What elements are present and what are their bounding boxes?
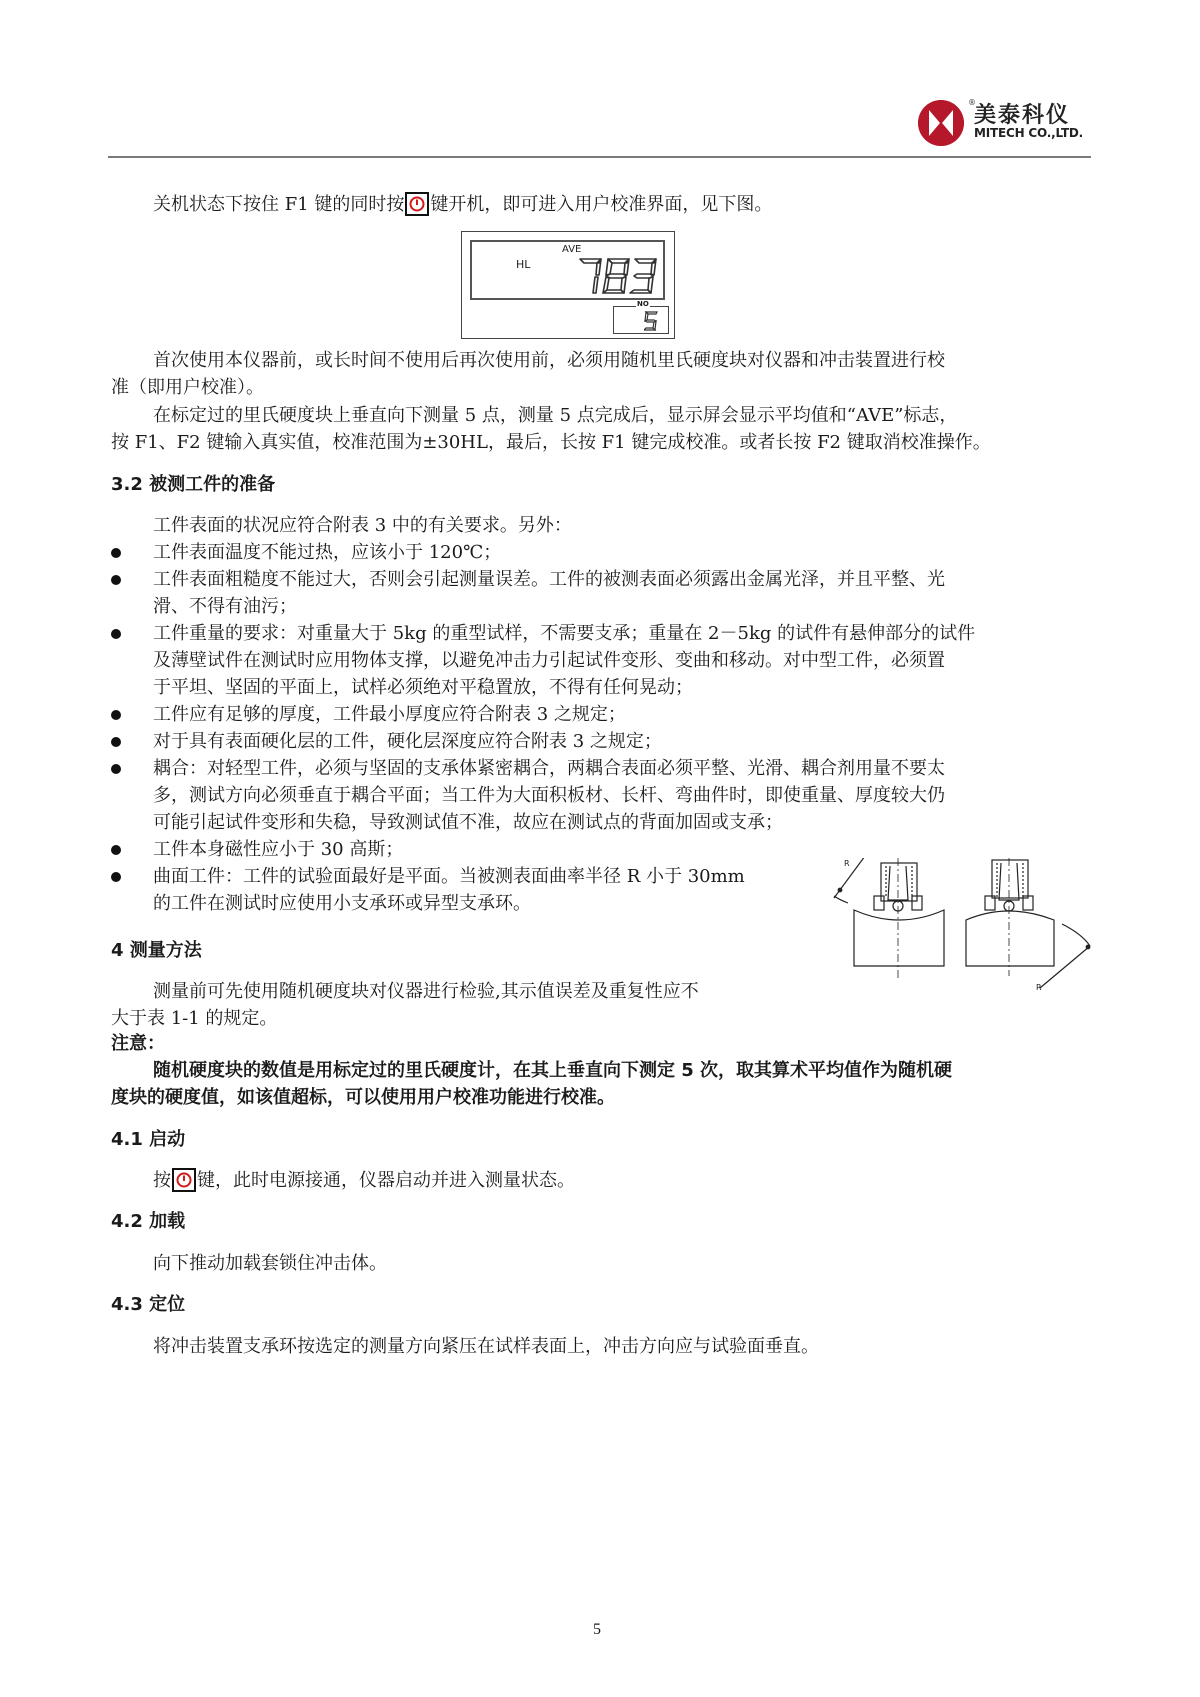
section-4-para-line1: 测量前可先使用随机硬度块对仪器进行检验,其示值误差及重复性应不 bbox=[153, 981, 699, 1002]
section-4-3-heading: 4.3 定位 bbox=[111, 1294, 186, 1315]
bullet-8-line1: 曲面工件：工件的试验面最好是平面。当被测表面曲率半径 R 小于 30mm bbox=[153, 866, 745, 887]
section-3-2-intro: 工件表面的状况应符合附表 3 中的有关要求。另外： bbox=[153, 515, 572, 536]
lcd-count-digit bbox=[644, 311, 658, 331]
calibration-intro bbox=[153, 191, 772, 218]
bullet-7-line1: 工件本身磁性应小于 30 高斯； bbox=[153, 839, 404, 860]
bullet-marker bbox=[111, 548, 121, 558]
bullet-2-line2: 滑、不得有油污； bbox=[153, 596, 297, 617]
section-4-heading: 4 测量方法 bbox=[111, 940, 202, 961]
lcd-ave-label: AVE bbox=[562, 244, 582, 255]
bullet-marker bbox=[111, 872, 121, 882]
mitech-logo-icon bbox=[918, 100, 964, 146]
intro-text-after: 键开机，即可进入用户校准界面，见下图。 bbox=[430, 194, 773, 215]
calibration-para1-line1: 首次使用本仪器前，或长时间不使用后再次使用前，必须用随机里氏硬度块对仪器和冲击装置进行校 bbox=[153, 350, 945, 371]
bullet-marker bbox=[111, 764, 121, 774]
power-key-icon bbox=[172, 1168, 196, 1192]
bullet-2-line1: 工件表面粗糙度不能过大，否则会引起测量误差。工件的被测表面必须露出金属光泽，并且平整、光 bbox=[153, 569, 945, 590]
section-3-2-heading: 3.2 被测工件的准备 bbox=[111, 474, 276, 495]
bullet-marker bbox=[111, 629, 121, 639]
section-4-2-heading: 4.2 加载 bbox=[111, 1211, 186, 1232]
start-text-after: 键，此时电源接通，仪器启动并进入测量状态。 bbox=[197, 1170, 575, 1191]
note-line1: 随机硬度块的数值是用标定过的里氏硬度计，在其上垂直向下测定 5 次，取其算术平均值作为随机硬 bbox=[153, 1060, 953, 1081]
bullet-marker bbox=[111, 845, 121, 855]
bullet-6-line1: 耦合：对轻型工件，必须与坚固的支承体紧密耦合，两耦合表面必须平整、光滑、耦合剂用量不要太 bbox=[153, 758, 945, 779]
lcd-no-label: NO bbox=[637, 300, 649, 308]
bullet-marker bbox=[111, 575, 121, 585]
header-divider bbox=[108, 156, 1091, 158]
lcd-display-figure bbox=[461, 231, 675, 339]
bullet-8-line2: 的工件在测试时应使用小支承环或异型支承环。 bbox=[153, 893, 531, 914]
section-4-para-line2: 大于表 1-1 的规定。 bbox=[111, 1008, 278, 1029]
bullet-1-line1: 工件表面温度不能过热，应该小于 120℃； bbox=[153, 542, 502, 563]
section-4-1-text bbox=[153, 1167, 575, 1194]
bullet-marker bbox=[111, 710, 121, 720]
lcd-count-panel bbox=[613, 300, 669, 334]
calibration-para2-line1: 在标定过的里氏硬度块上垂直向下测量 5 点，测量 5 点完成后，显示屏会显示平均值和“AVE”标志， bbox=[153, 405, 958, 426]
calibration-para2-line2: 按 F1、F2 键输入真实值，校准范围为±30HL，最后，长按 F1 键完成校准。或者长按 F2 键取消校准操作。 bbox=[111, 432, 991, 453]
start-text-before: 按 bbox=[153, 1170, 171, 1191]
bullet-4-line1: 工件应有足够的厚度，工件最小厚度应符合附表 3 之规定； bbox=[153, 704, 626, 725]
radius-label-left: R bbox=[844, 859, 850, 868]
power-key-icon bbox=[405, 192, 429, 216]
bullet-6-line3: 可能引起试件变形和失稳，导致测试值不准，故应在测试点的背面加固或支承； bbox=[153, 812, 783, 833]
lcd-main-panel bbox=[470, 240, 665, 300]
lcd-unit-label: HL bbox=[516, 258, 531, 271]
bullet-3-line1: 工件重量的要求：对重量大于 5kg 的重型试样，不需要支承；重量在 2－5kg 的试件有悬伸部分的试件 bbox=[153, 623, 976, 644]
section-4-3-text: 将冲击装置支承环按选定的测量方向紧压在试样表面上，冲击方向应与试验面垂直。 bbox=[153, 1336, 819, 1357]
intro-text-before: 关机状态下按住 F1 键的同时按 bbox=[153, 194, 405, 215]
note-label: 注意： bbox=[111, 1033, 165, 1054]
left-workpiece-concave bbox=[854, 910, 944, 966]
logo-english-name: MITECH CO.,LTD. bbox=[974, 126, 1084, 140]
section-4-1-heading: 4.1 启动 bbox=[111, 1129, 186, 1150]
bullet-3-line3: 于平坦、坚固的平面上，试样必须绝对平稳置放，不得有任何晃动； bbox=[153, 677, 693, 698]
calibration-para1-line2: 准（即用户校准）。 bbox=[111, 377, 264, 398]
lcd-value-digits bbox=[577, 256, 659, 296]
company-logo bbox=[918, 96, 1118, 152]
bullet-marker bbox=[111, 737, 121, 747]
bullet-5-line1: 对于具有表面硬化层的工件，硬化层深度应符合附表 3 之规定； bbox=[153, 731, 662, 752]
section-4-2-text: 向下推动加载套锁住冲击体。 bbox=[153, 1253, 387, 1274]
right-workpiece-convex bbox=[966, 911, 1054, 966]
note-line2: 度块的硬度值，如该值超标，可以使用用户校准功能进行校准。 bbox=[111, 1087, 615, 1108]
radius-label-right: R bbox=[1036, 983, 1042, 992]
page-number: 5 bbox=[593, 1621, 601, 1638]
curved-surface-support-diagram bbox=[826, 858, 1106, 1008]
bullet-6-line2: 多，测试方向必须垂直于耦合平面；当工件为大面积板材、长杆、弯曲件时，即使重量、厚度较大仍 bbox=[153, 785, 945, 806]
registered-mark: ® bbox=[968, 98, 976, 107]
bullet-3-line2: 及薄壁试件在测试时应用物体支撑，以避免冲击力引起试件变形、变曲和移动。对中型工件，必须置 bbox=[153, 650, 945, 671]
logo-chinese-name: 美泰科仪 bbox=[974, 103, 1071, 128]
